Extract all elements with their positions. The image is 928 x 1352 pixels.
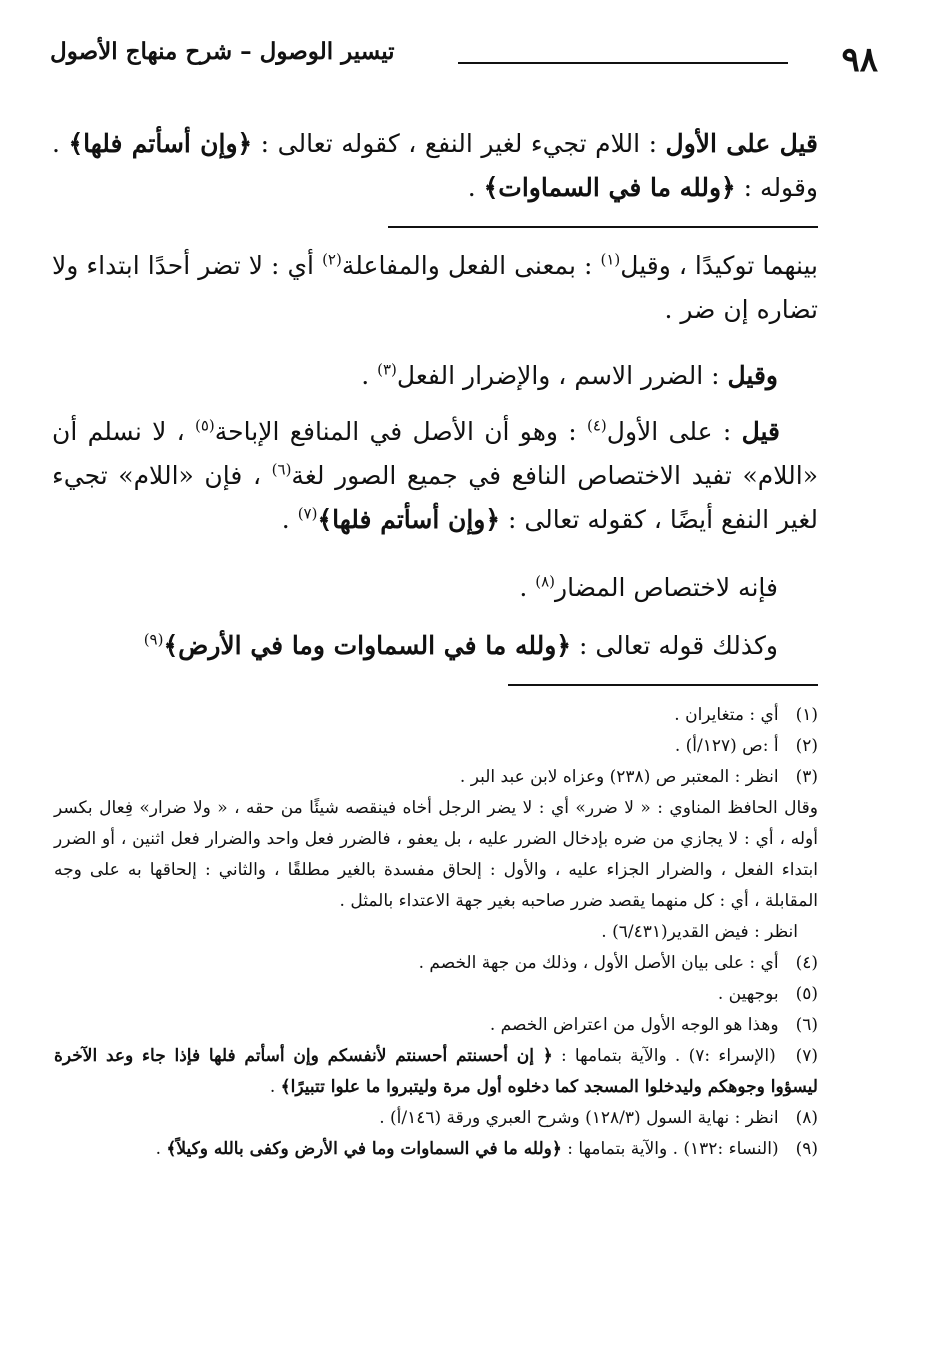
page-header (50, 38, 878, 80)
p5-text-b: . (519, 573, 536, 602)
footnote-number: (٥) (795, 984, 818, 1004)
footnote-ref: (٣) (377, 360, 397, 379)
label-waqila: وقيل (727, 361, 778, 390)
footnote-end: . (269, 1077, 281, 1097)
footnote-number: (١) (795, 705, 818, 725)
footnote-text: انظر : نهاية السول (١٢٨/٣) وشرح العبري ورقة (١٤٦/أ) . (379, 1108, 779, 1128)
verse-quote: ﴿ولله ما في السماوات وما في الأرض وكفى بالله وكيلاً﴾ (166, 1139, 562, 1159)
footnote-number: (٤) (795, 953, 818, 973)
label-qila: قيل (741, 417, 781, 446)
p6-text: وكذلك قوله تعالى : (571, 631, 778, 660)
p4-text-b: : وهو أن الأصل في المنافع الإباحة (214, 417, 587, 446)
footnote-4 (54, 948, 818, 979)
footnote-number: (٢) (795, 736, 818, 756)
footnote-5 (54, 979, 818, 1010)
footnotes (54, 700, 818, 1165)
footnote-ref: (٨) (535, 572, 555, 591)
footnote-9 (54, 1134, 818, 1165)
p2-text-b: : بمعنى الفعل والمفاعلة (341, 251, 601, 280)
footnote-ref: (٥) (195, 416, 215, 435)
p5-text: فإنه لاختصاص المضار (555, 573, 778, 602)
footnote-number: (٨) (795, 1108, 818, 1128)
verse-quote: ﴿ولله ما في السماوات وما في الأرض﴾ (163, 631, 572, 660)
footnote-7 (54, 1041, 818, 1103)
footnote-3-continuation: وقال الحافظ المناوي : « لا ضرر» أي : لا يضر الرجل أخاه فينقصه شيئًا من حقه ، « ولا ضرار» فِعال بكسر أوله ، أي : لا يجازي من ضره بإدخال الضرر عليه ، بل يعفو ، فالضرر فعل واحد والضرار فعل اثنين ، أو الضرر ابتداء الفعل ، والضرار الجزاء عليه ، والأول : إلحاق مفسدة بالغير مطلقًا ، والثاني : إلحاقها به على وجه المقابلة ، أي : كل منهما يقصد ضرر صاحبه بغير جهة الاعتداء بالمثل . (54, 798, 818, 911)
p4-text-c: ، لا نسلم أن «اللام» تفيد الاختصاص النافع في جميع الصور لغة (52, 417, 818, 490)
p4-text-d: ، فإن «اللام» تجيء لغير النفع أيضًا ، كقوله تعالى : (52, 461, 818, 534)
footnote-6 (54, 1010, 818, 1041)
footnote-text: أي : على بيان الأصل الأول ، وذلك من جهة الخصم . (418, 953, 779, 973)
footnote-ref: (١) (600, 250, 621, 269)
footnote-3 (54, 762, 818, 793)
p4-text-e: . (281, 505, 298, 534)
footnote-ref: (٤) (587, 416, 607, 435)
header-rule (458, 62, 788, 64)
footnote-text: (الإسراء :٧) . والآية بتمامها : (552, 1046, 776, 1066)
paragraph-1 (52, 122, 818, 210)
paragraph-4 (52, 410, 818, 542)
label-qila-ala-al-awwal: قيل على الأول (665, 129, 818, 158)
footnote-text: أي : متغايران . (674, 705, 779, 725)
footnote-end: . (155, 1139, 167, 1159)
footnote-number: (٧) (795, 1046, 819, 1066)
footnote-number: (٦) (795, 1015, 818, 1035)
page-number: ٩٨ (841, 40, 878, 80)
running-title: تيسير الوصول – شرح منهاج الأصول (50, 38, 395, 65)
paragraph-2 (52, 244, 818, 332)
p3-text-b: . (361, 361, 378, 390)
p1-text-c: . (467, 173, 484, 202)
verse-quote: ﴿ولله ما في السماوات﴾ (483, 173, 736, 202)
footnote-3-reference: انظر : فيض القدير(٦/٤٣١) . (601, 922, 798, 942)
footnote-text: (النساء :١٣٢) . والآية بتمامها : (561, 1139, 779, 1159)
footnote-1 (54, 700, 818, 731)
p4-text-a: : على الأول (606, 417, 742, 446)
p2-text-a: بينهما توكيدًا ، وقيل (620, 251, 819, 280)
separator-rule (388, 226, 818, 228)
footnote-number: (٣) (795, 767, 818, 787)
footnote-separator (508, 684, 818, 686)
footnote-2 (54, 731, 818, 762)
p1-text-b: . وقوله : (52, 129, 818, 202)
paragraph-3 (52, 354, 778, 398)
p2-text-c: أي : لا تضر أحدًا ابتداء ولا تضاره إن ضر . (52, 251, 818, 324)
footnote-number: (٩) (795, 1139, 818, 1159)
verse-quote: ﴿ إن أحسنتم أحسنتم لأنفسكم وإن أسأتم فلها فإذا جاء وعد الآخرة ليسؤوا وجوهكم وليدخلوا المسجد كما دخلوه أول مرة وليتبروا ما علوا تتبيرًا﴾ (54, 1046, 818, 1097)
paragraph-5 (52, 566, 778, 610)
footnote-text: أ :ص (١٢٧/أ) . (674, 736, 779, 756)
footnote-ref: (٩) (143, 630, 164, 649)
footnote-ref: (٢) (322, 250, 342, 269)
footnote-8 (54, 1103, 818, 1134)
footnote-ref: (٦) (271, 460, 292, 479)
footnote-text: انظر : المعتبر ص (٢٣٨) وعزاه لابن عبد البر . (459, 767, 779, 787)
p3-text-a: : الضرر الاسم ، والإضرار الفعل (396, 361, 728, 390)
footnote-ref: (٧) (297, 504, 318, 523)
footnote-text: وهذا هو الوجه الأول من اعتراض الخصم . (489, 1015, 779, 1035)
p1-text-a: : اللام تجيء لغير النفع ، كقوله تعالى : (252, 129, 666, 158)
verse-quote: ﴿وإن أسأتم فلها﴾ (68, 129, 253, 158)
footnote-text: بوجهين . (717, 984, 779, 1004)
paragraph-6 (52, 624, 778, 668)
verse-quote: ﴿وإن أسأتم فلها﴾ (317, 505, 501, 534)
